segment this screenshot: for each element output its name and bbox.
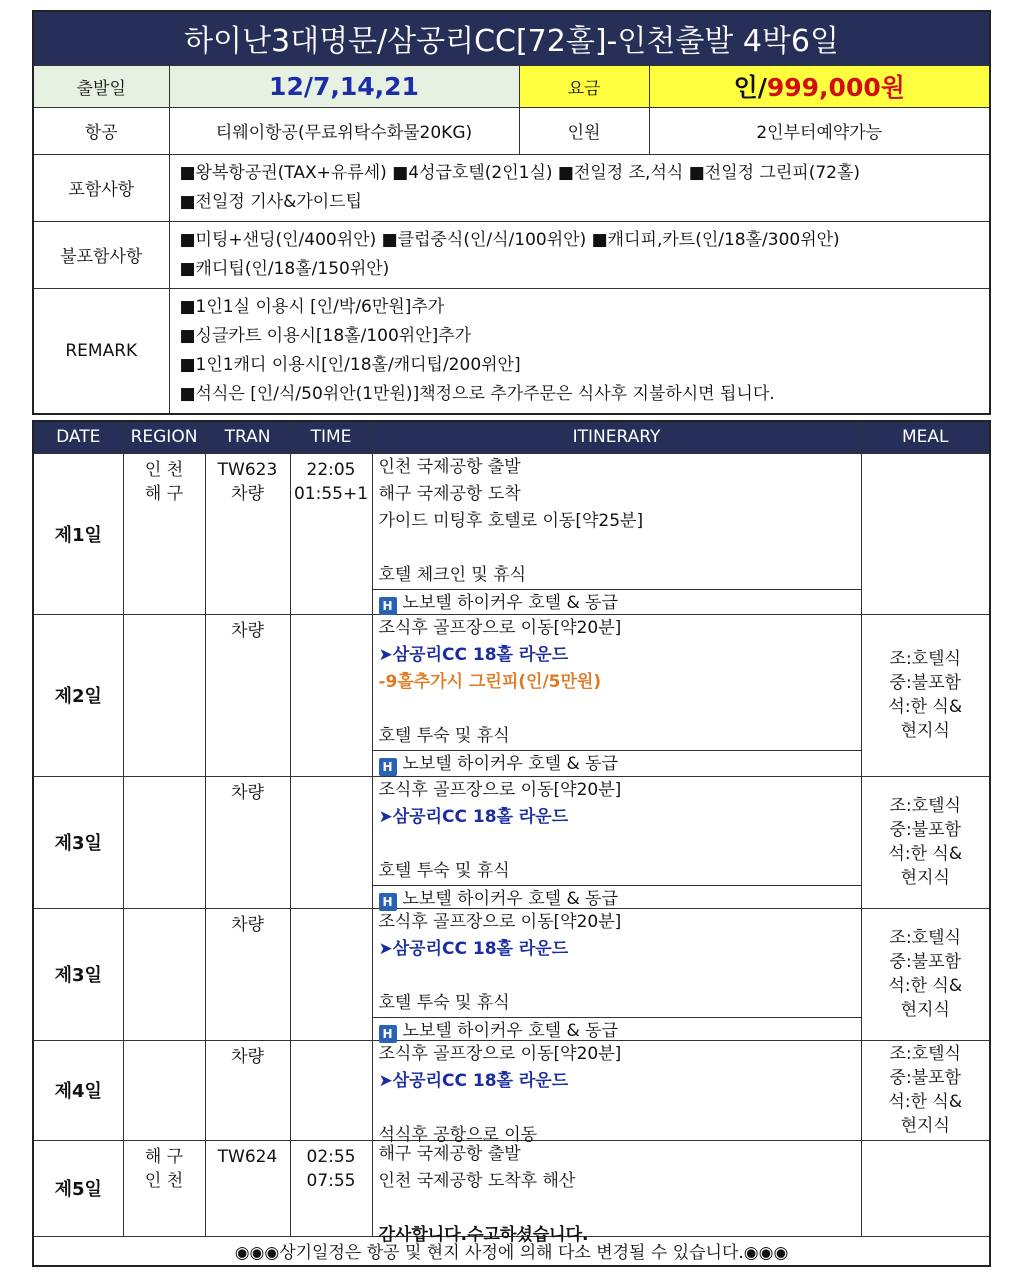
meal-line: 석:한 식& <box>888 697 963 717</box>
summary-table <box>32 10 991 415</box>
transport-line: 차량 <box>231 914 264 935</box>
day-label: 제2일 <box>33 614 123 776</box>
itinerary-line <box>373 1095 861 1122</box>
price-value: 999,000원 <box>766 73 905 102</box>
itinerary-cell <box>372 1040 861 1145</box>
itinerary-line: -9홀추가시 그린피(인/5만원) <box>378 671 602 692</box>
price <box>649 65 990 107</box>
itinerary-line: 호텔 투숙 및 휴식 <box>378 992 510 1013</box>
meal-cell <box>861 908 990 1040</box>
include-item: ■전일정 기사&가이드팁 <box>179 191 363 212</box>
meal-line: 현지식 <box>900 868 950 888</box>
itinerary-line <box>373 963 861 990</box>
meal-cell <box>861 1140 990 1236</box>
hotel-line <box>373 1017 861 1044</box>
region-cell <box>123 614 205 776</box>
meal-line: 조:호텔식 <box>889 928 961 948</box>
hotel-icon: H <box>379 893 397 911</box>
column-header-region: REGION <box>123 421 205 453</box>
meal-line: 조:호텔식 <box>889 796 961 816</box>
itinerary-line: ➤삼공리CC 18홀 라운드 <box>378 938 569 959</box>
exclude-item: ■미팅+샌딩(인/400위안) ■클럽중식(인/식/100위안) ■캐디피,카트(인/18홀/300위안) <box>179 229 840 250</box>
day-label: 제3일 <box>33 776 123 908</box>
itinerary-cell <box>372 908 861 1040</box>
transport-line: 차량 <box>231 620 264 641</box>
remark-label: REMARK <box>33 288 169 414</box>
itinerary-line: 조식후 골프장으로 이동[약20분] <box>378 911 622 932</box>
day-row <box>33 453 990 614</box>
transport-line: TW624 <box>217 1146 278 1167</box>
hotel-icon: H <box>379 597 397 615</box>
itinerary-line: 호텔 투숙 및 휴식 <box>378 860 510 881</box>
hotel-icon: H <box>379 758 397 776</box>
meal-cell <box>861 776 990 908</box>
column-header-meal: MEAL <box>861 421 990 453</box>
itinerary-line: 조식후 골프장으로 이동[약20분] <box>378 1043 622 1064</box>
day-row <box>33 908 990 1040</box>
itinerary-cell <box>372 614 861 776</box>
remark-list <box>169 288 990 414</box>
meal-cell <box>861 1040 990 1140</box>
day-label: 제4일 <box>33 1040 123 1140</box>
meal-line: 석:한 식& <box>888 1092 963 1112</box>
hotel-name: 노보텔 하이커우 호텔 & 동급 <box>402 1020 619 1041</box>
people-value: 2인부터예약가능 <box>649 107 990 154</box>
transport-line: 차량 <box>231 782 264 803</box>
meal-line: 중:불포함 <box>889 1068 961 1088</box>
time-cell <box>290 776 372 908</box>
itinerary-line <box>373 831 861 858</box>
itinerary-line: 감사합니다.수고하셨습니다. <box>378 1224 589 1245</box>
page-title: 하이난3대명문/삼공리CC[72홀]-인천출발 4박6일 <box>33 11 990 65</box>
region-cell <box>123 453 205 614</box>
transport-cell <box>205 1140 290 1236</box>
time-line: 07:55 <box>306 1170 356 1191</box>
hotel-name: 노보텔 하이커우 호텔 & 동급 <box>402 753 619 774</box>
remark-item: ■1인1캐디 이용시[인/18홀/캐디팁/200위안] <box>179 354 521 375</box>
meal-cell <box>861 453 990 614</box>
meal-cell <box>861 614 990 776</box>
transport-cell <box>205 453 290 614</box>
itinerary-line: 해구 국제공항 도착 <box>378 483 521 504</box>
hotel-icon: H <box>379 1025 397 1043</box>
day-label: 제3일 <box>33 908 123 1040</box>
itinerary-line: 해구 국제공항 출발 <box>378 1143 521 1164</box>
depart-label: 출발일 <box>33 65 169 107</box>
exclude-item: ■캐디팁(인/18홀/150위안) <box>179 258 390 279</box>
itinerary-line: 인천 국제공항 도착후 해산 <box>378 1170 576 1191</box>
itinerary-line: ➤삼공리CC 18홀 라운드 <box>378 806 569 827</box>
hotel-line <box>373 750 861 777</box>
itinerary-line: ➤삼공리CC 18홀 라운드 <box>378 1070 569 1091</box>
time-line: 02:55 <box>306 1146 356 1167</box>
time-cell <box>290 453 372 614</box>
transport-cell <box>205 1040 290 1140</box>
hotel-line <box>373 589 861 616</box>
price-label: 요금 <box>519 65 649 107</box>
transport-cell <box>205 614 290 776</box>
include-item: ■왕복항공권(TAX+유류세) ■4성급호텔(2인1실) ■전일정 조,석식 ■전일정 그린피(72홀) <box>179 162 861 183</box>
region-line: 해 구 <box>144 483 184 504</box>
column-header-itinerary: ITINERARY <box>372 421 861 453</box>
itinerary-line: 가이드 미팅후 호텔로 이동[약25분] <box>378 510 644 531</box>
meal-line: 현지식 <box>900 1000 950 1020</box>
region-line: 해 구 <box>144 1146 184 1167</box>
meal-line: 조:호텔식 <box>889 1044 961 1064</box>
itinerary-line: 석식후 공항으로 이동 <box>378 1124 538 1145</box>
include-label: 포함사항 <box>33 154 169 221</box>
day-label: 제1일 <box>33 453 123 614</box>
column-header-time: TIME <box>290 421 372 453</box>
people-label: 인원 <box>519 107 649 154</box>
meal-line: 현지식 <box>900 1116 950 1136</box>
meal-line: 중:불포함 <box>889 952 961 972</box>
meal-line: 현지식 <box>900 721 950 741</box>
meal-line: 조:호텔식 <box>889 649 961 669</box>
meal-line: 중:불포함 <box>889 673 961 693</box>
region-cell <box>123 776 205 908</box>
airline-label: 항공 <box>33 107 169 154</box>
itinerary-line: 조식후 골프장으로 이동[약20분] <box>378 779 622 800</box>
region-cell <box>123 1140 205 1236</box>
hotel-line <box>373 885 861 912</box>
column-header-date: DATE <box>33 421 123 453</box>
region-cell <box>123 1040 205 1140</box>
meal-line: 중:불포함 <box>889 820 961 840</box>
transport-line: TW623 <box>217 459 278 480</box>
itinerary-line: 조식후 골프장으로 이동[약20분] <box>378 617 622 638</box>
time-cell <box>290 1040 372 1140</box>
region-line: 인 천 <box>144 1170 184 1191</box>
itinerary-table <box>32 420 991 1267</box>
column-header-tran: TRAN <box>205 421 290 453</box>
itinerary-line: ➤삼공리CC 18홀 라운드 <box>378 644 569 665</box>
itinerary-line <box>373 696 861 723</box>
itinerary-cell <box>372 776 861 908</box>
exclude-label: 불포함사항 <box>33 221 169 288</box>
itinerary-line <box>373 535 861 562</box>
time-cell <box>290 1140 372 1236</box>
remark-item: ■석식은 [인/식/50위안(1만원)]책정으로 추가주문은 식사후 지불하시면 됩니다. <box>179 383 775 404</box>
day-row <box>33 1040 990 1140</box>
itinerary-line: 인천 국제공항 출발 <box>378 456 521 477</box>
airline-value: 티웨이항공(무료위탁수화물20KG) <box>169 107 519 154</box>
time-cell <box>290 614 372 776</box>
region-cell <box>123 908 205 1040</box>
exclude-list <box>169 221 990 288</box>
include-list <box>169 154 990 221</box>
hotel-name: 노보텔 하이커우 호텔 & 동급 <box>402 888 619 909</box>
hotel-name: 노보텔 하이커우 호텔 & 동급 <box>402 592 619 613</box>
transport-line: 차량 <box>231 483 264 504</box>
depart-dates: 12/7,14,21 <box>169 65 519 107</box>
transport-line: 차량 <box>231 1046 264 1067</box>
region-line: 인 천 <box>144 459 184 480</box>
transport-cell <box>205 776 290 908</box>
itinerary-line <box>373 1195 861 1222</box>
footer-note: ◉◉◉상기일정은 항공 및 현지 사정에 의해 다소 변경될 수 있습니다.◉◉◉ <box>33 1236 990 1266</box>
time-cell <box>290 908 372 1040</box>
meal-line: 석:한 식& <box>888 844 963 864</box>
meal-line: 석:한 식& <box>888 976 963 996</box>
itinerary-line: 호텔 투숙 및 휴식 <box>378 725 510 746</box>
itinerary-cell <box>372 453 861 614</box>
itinerary-line: 호텔 체크인 및 휴식 <box>378 564 527 585</box>
remark-item: ■1인1실 이용시 [인/박/6만원]추가 <box>179 296 445 317</box>
time-line: 01:55+1 <box>293 483 369 504</box>
remark-item: ■싱글카트 이용시[18홀/100위안]추가 <box>179 325 472 346</box>
day-label: 제5일 <box>33 1140 123 1236</box>
time-line: 22:05 <box>306 459 356 480</box>
transport-cell <box>205 908 290 1040</box>
day-row <box>33 614 990 776</box>
itinerary-cell <box>372 1140 861 1245</box>
price-prefix: 인/ <box>733 73 767 102</box>
day-row <box>33 1140 990 1236</box>
day-row <box>33 776 990 908</box>
